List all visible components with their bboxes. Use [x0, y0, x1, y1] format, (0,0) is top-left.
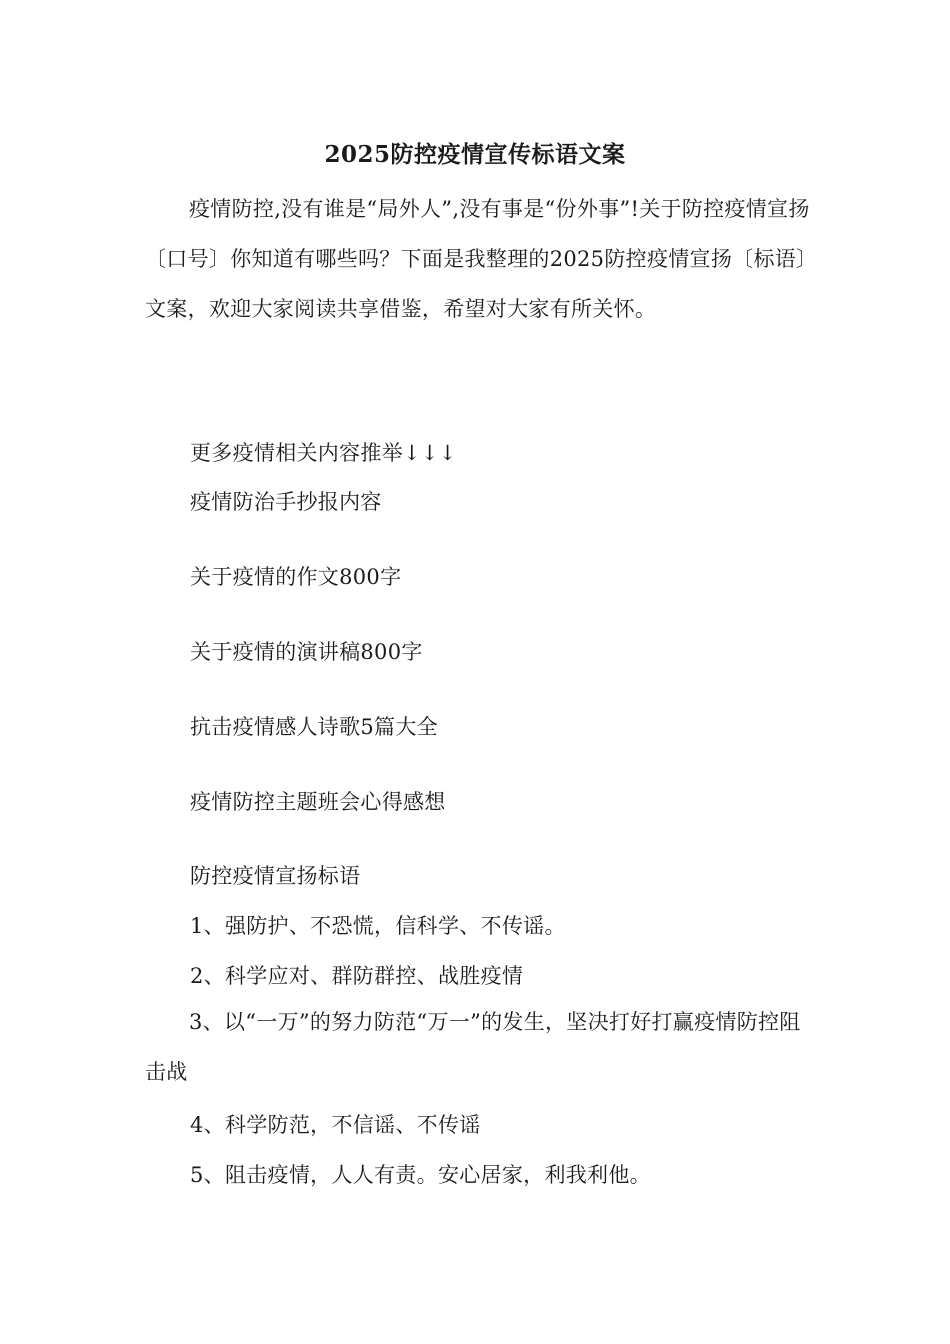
- slogan-item: 4、科学防范，不信谣、不传谣: [190, 1113, 481, 1137]
- slogan-item: 5、阻击疫情，人人有责。安心居家，利我利他。: [190, 1163, 651, 1187]
- slogan-item: 2、科学应对、群防群控、战胜疫情: [190, 964, 524, 988]
- recommend-heading: 更多疫情相关内容推举↓↓↓: [190, 441, 457, 465]
- section-heading: 防控疫情宣扬标语: [190, 864, 361, 888]
- recommend-link-essay[interactable]: 关于疫情的作文800字: [190, 565, 402, 589]
- recommend-link-speech[interactable]: 关于疫情的演讲稿800字: [190, 640, 423, 664]
- intro-paragraph: 疫情防控,没有谁是“局外人”,没有事是“份外事”!关于防控疫情宣扬〔口号〕你知道有哪些吗？下面是我整理的2025防控疫情宣扬〔标语〕文案，欢迎大家阅读共享借鉴，希望对大家有所关怀。: [145, 197, 810, 321]
- recommend-link-handout[interactable]: 疫情防治手抄报内容: [190, 490, 382, 514]
- recommend-link-poems[interactable]: 抗击疫情感人诗歌5篇大全: [190, 715, 438, 739]
- document-title: 2025防控疫情宣传标语文案: [324, 141, 626, 168]
- slogan-item: 1、强防护、不恐慌，信科学、不传谣。: [190, 914, 566, 938]
- recommend-link-class-meeting[interactable]: 疫情防控主题班会心得感想: [190, 790, 446, 814]
- slogan-item: 3、以“一万”的努力防范“万一”的发生，坚决打好打赢疫情防控阻击战: [145, 1010, 801, 1084]
